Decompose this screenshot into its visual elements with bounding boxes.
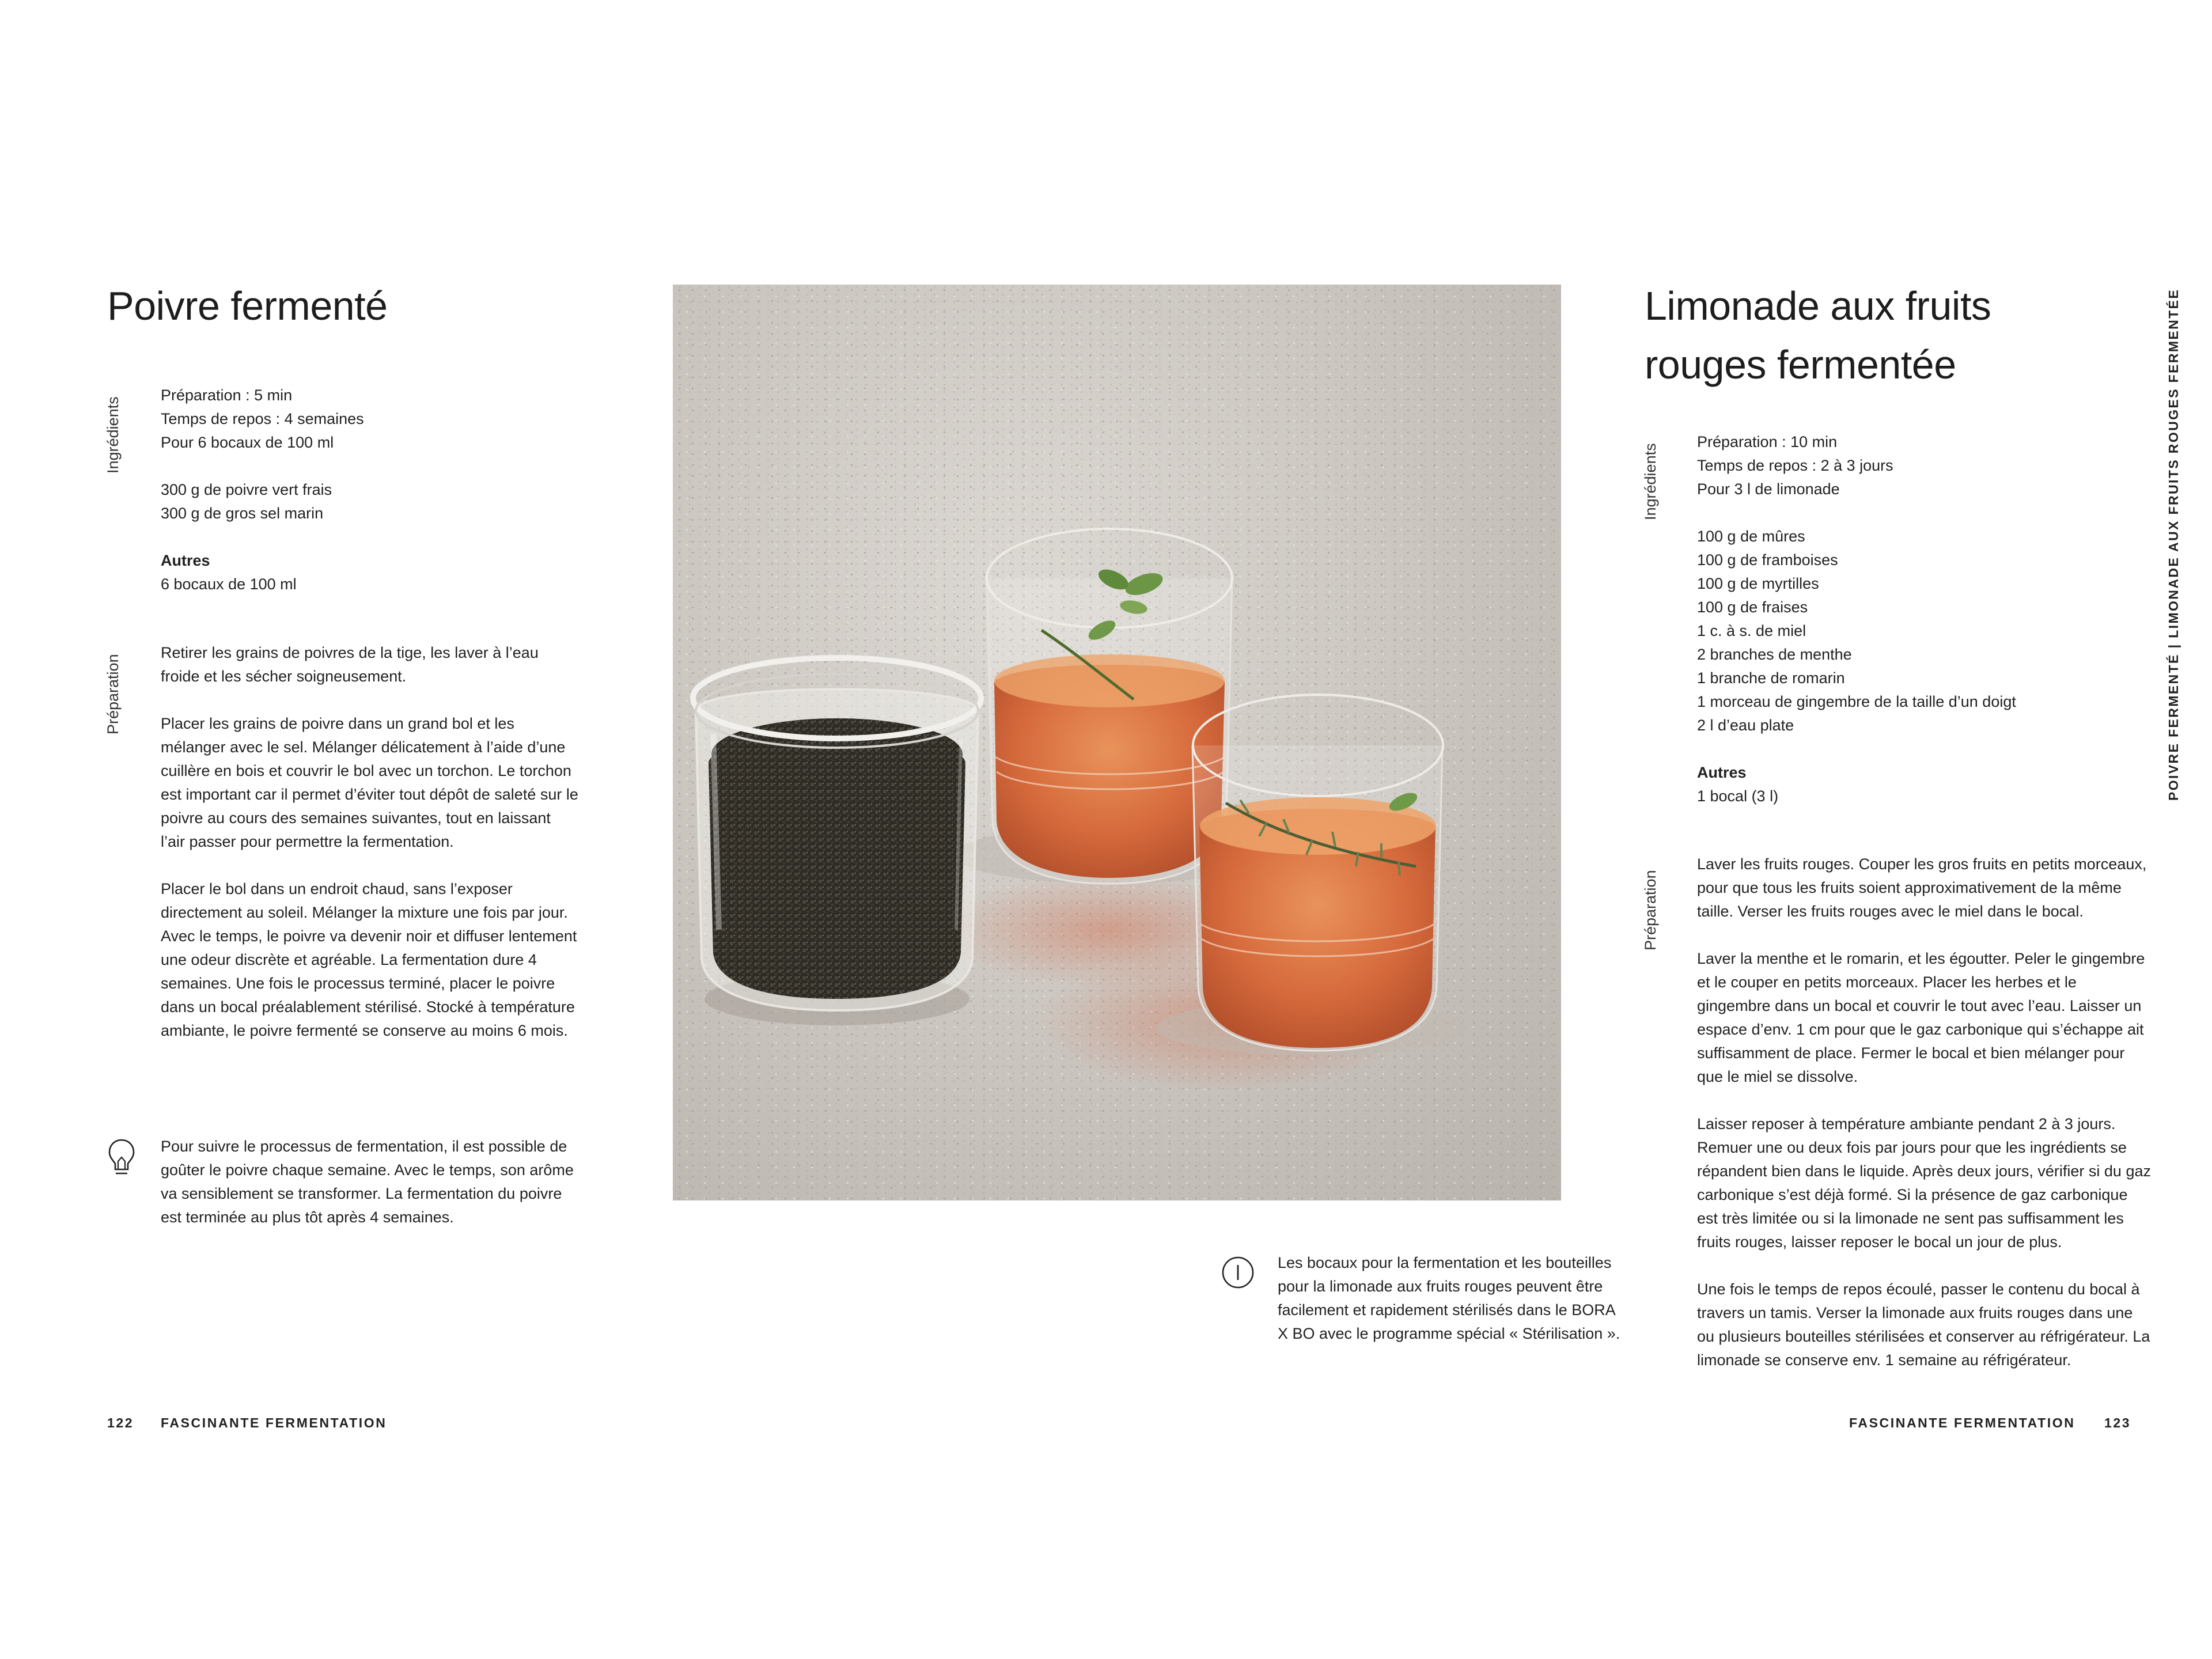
right-preparation-block (1697, 853, 2152, 1372)
right-recipe-title: Limonade aux fruits rouges fermentée (1645, 283, 1991, 387)
left-preparation-label: Préparation (104, 654, 122, 734)
left-ingredients-block (161, 384, 599, 596)
right-ingredients-meta: Préparation : 10 min Temps de repos : 2 à 3 jours Pour 3 l de limonade (1697, 433, 1893, 498)
left-prep-step-1: Retirer les grains de poivres de la tige, les laver à l’eau froide et les sécher soigneusement. (161, 644, 539, 685)
right-footer-title: FASCINANTE FERMENTATION (1849, 1415, 2075, 1430)
info-note-text: Les bocaux pour la fermentation et les bouteilles pour la limonade aux fruits rouges peuvent être facilement et rapidement stérilisés dans le BORA X BO avec le programme spécial « Stérilisation ». (1278, 1254, 1620, 1342)
right-page-number: 123 (2104, 1415, 2131, 1430)
left-autres: Autres 6 bocaux de 100 ml (161, 552, 297, 593)
left-prep-step-3: Placer le bol dans un endroit chaud, sans l’exposer directement au soleil. Mélanger la mixture une fois par jour. Avec le temps, le poivre va devenir noir et diffuser lentement une odeur discrète et agréable. La fermentation dure 4 semaines. Une fois le processus terminé, placer le poivre dans un bocal préalablement stérilisé. Stocké à température ambiante, le poivre fermenté se conserve au moins 6 mois. (161, 880, 577, 1039)
info-icon (1221, 1256, 1255, 1289)
left-page-number: 122 (107, 1415, 134, 1430)
lightbulb-icon (108, 1138, 135, 1179)
right-prep-step-2: Laver la menthe et le romarin, et les égoutter. Peler le gingembre et le couper en petits morceaux. Placer les herbes et le gingembre dans un bocal et couvrir le tout avec l’eau. Laisser un espace d’env. 1 cm pour que le gaz carbonique qui s’échappe ait suffisamment de place. Fermer le bocal et bien mélanger pour que le miel se dissolve. (1697, 950, 2145, 1085)
photo-jar-peppercorns-and-lemonade-glasses (673, 285, 1561, 1200)
left-ingredients-label: Ingrédients (104, 396, 122, 474)
right-prep-step-3: Laisser reposer à température ambiante pendant 2 à 3 jours. Remuer une ou deux fois par jours pour que les ingrédients se répandent bien dans le liquide. Après deux jours, vérifier si du gaz carbonique s’est déjà formé. Si la présence de gaz carbonique est très limitée ou si la limonade ne sent pas suffisamment les fruits rouges, laisser reposer le bocal un jour de plus. (1697, 1115, 2151, 1251)
right-prep-step-4: Une fois le temps de repos écoulé, passer le contenu du bocal à travers un tamis. Verser la limonade aux fruits rouges dans une ou plusieurs bouteilles stérilisées et conserver au réfrigérateur. La limonade se conserve env. 1 semaine au réfrigérateur. (1697, 1281, 2150, 1369)
left-preparation-block (161, 641, 578, 1043)
right-autres: Autres 1 bocal (3 l) (1697, 764, 1779, 805)
right-ingredients-list: 100 g de mûres 100 g de framboises 100 g de myrtilles 100 g de fraises 1 c. à s. de miel 2 branches de menthe 1 branche de romarin 1 morceau de gingembre de la taille d’un doigt 2 l d’eau plate (1697, 528, 2016, 734)
left-recipe-title: Poivre fermenté (107, 283, 388, 328)
right-ingredients-label: Ingrédients (1642, 443, 1659, 520)
right-prep-step-1: Laver les fruits rouges. Couper les gros fruits en petits morceaux, pour que tous les fruits soient approximativement de la même taille. Verser les fruits rouges avec le miel dans le bocal. (1697, 855, 2147, 920)
right-ingredients-block (1697, 430, 2158, 808)
left-footer-title: FASCINANTE FERMENTATION (161, 1415, 387, 1430)
left-ingredients-meta: Préparation : 5 min Temps de repos : 4 semaines Pour 6 bocaux de 100 ml (161, 387, 364, 451)
left-ingredients-list: 300 g de poivre vert frais 300 g de gros sel marin (161, 481, 332, 522)
left-tip-text: Pour suivre le processus de fermentation, il est possible de goûter le poivre chaque semaine. Avec le temps, son arôme va sensiblement se transformer. La fermentation du poivre est terminée au plus tôt après 4 semaines. (161, 1138, 574, 1226)
chapter-sidebar: POIVRE FERMENTÉ | LIMONADE AUX FRUITS ROUGES FERMENTÉE (2166, 288, 2181, 801)
left-prep-step-2: Placer les grains de poivre dans un grand bol et les mélanger avec le sel. Mélanger délicatement à l’aide d’une cuillère en bois et couvrir le bol avec un torchon. Le torchon est important car il permet d’éviter tout dépôt de saleté sur le poivre au cours des semaines suivantes, tout en laissant l’air passer pour permettre la fermentation. (161, 715, 578, 850)
right-preparation-label: Préparation (1642, 870, 1659, 950)
